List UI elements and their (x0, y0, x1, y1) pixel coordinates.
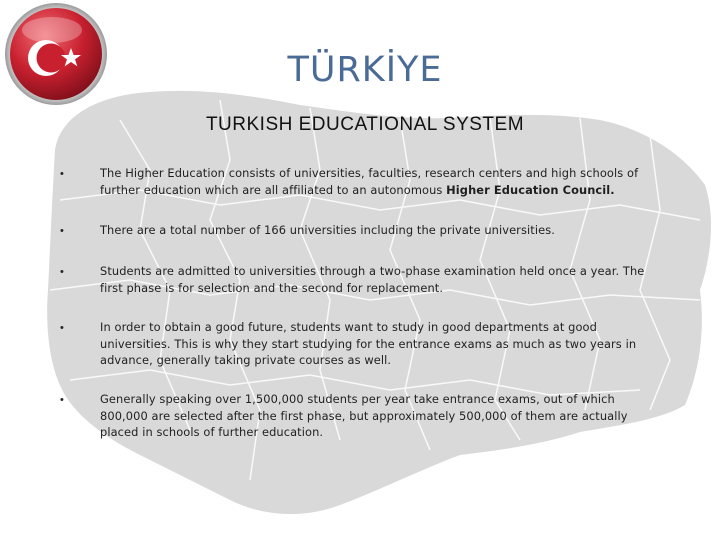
bullet-item-4: In order to obtain a good future, students want to study in good departments at good universities. This is why they start studying for the entrance exams as much as two years in advance, generally taking private courses as well. (100, 320, 637, 367)
turkish-flag-icon (4, 2, 108, 106)
bullet-item-3: Students are admitted to universities through a two-phase examination held once a year. The first phase is for selection and the second for replacement. (100, 264, 645, 295)
bullet-bold-text: Higher Education Council (446, 182, 611, 197)
bullet-item-2: There are a total number of 166 universities including the private universities. (100, 223, 555, 237)
bullet-tail: . (610, 182, 615, 197)
map-shape (47, 91, 711, 514)
page-subtitle: TURKISH EDUCATIONAL SYSTEM (205, 114, 525, 135)
bullet-marker: • (60, 168, 64, 180)
bullet-marker: • (60, 225, 64, 237)
bullet-marker: • (60, 266, 64, 278)
bullet-text: The Higher Education consists of universities, faculties, research centers and high schools of further education which are all affiliated to an autonomous (100, 166, 639, 197)
bullet-marker: • (60, 322, 64, 334)
bullet-marker: • (60, 394, 64, 406)
bullet-item-5: Generally speaking over 1,500,000 students per year take entrance exams, out of which 800,000 are selected after the first phase, but approximately 500,000 of them are actually placed in schools of further education. (100, 392, 628, 439)
page-title: TÜRKİYE (287, 50, 443, 90)
bullet-item-1 (100, 165, 660, 198)
